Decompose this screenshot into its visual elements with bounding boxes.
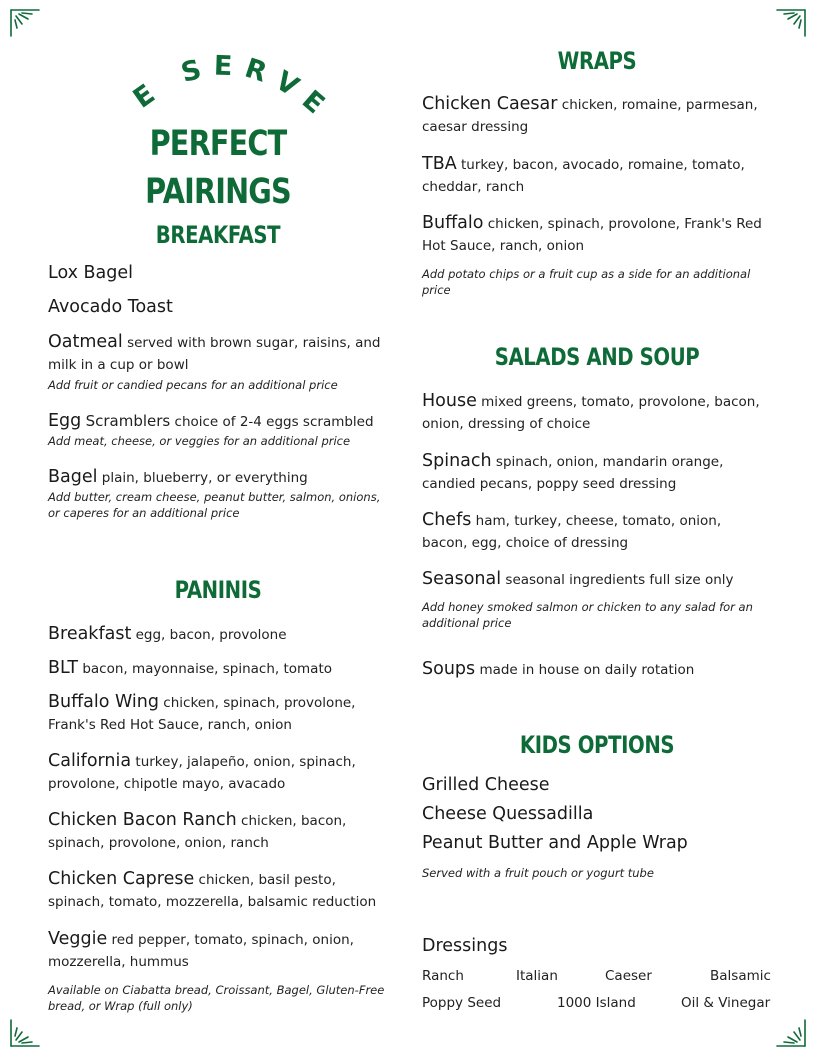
menu-item: Peanut Butter and Apple Wrap <box>422 833 688 853</box>
dressing-option: Oil & Vinegar <box>681 995 771 1011</box>
menu-note: Served with a fruit pouch or yogurt tube <box>422 866 654 880</box>
menu-note: Add butter, cream cheese, peanut butter, salmon, onions, or caperes for an additional price <box>48 490 381 520</box>
dressing-option: Caeser <box>605 968 652 984</box>
menu-item: TBA turkey, bacon, avocado, romaine, tomato, cheddar, ranch <box>422 154 745 195</box>
menu-item: Grilled Cheese <box>422 775 550 795</box>
tagline-arc <box>79 16 350 128</box>
menu-note: Available on Ciabatta bread, Croissant, Bagel, Gluten-Free bread, or Wrap (full only) <box>48 983 385 1013</box>
sunburst-corner-icon <box>774 8 808 38</box>
dressing-option: Italian <box>516 968 558 984</box>
menu-item: Buffalo Wing chicken, spinach, provolone, Frank's Red Hot Sauce, ranch, onion <box>48 692 356 733</box>
menu-item: Breakfast egg, bacon, provolone <box>48 624 287 644</box>
menu-item: BLT bacon, mayonnaise, spinach, tomato <box>48 658 333 678</box>
sunburst-corner-icon <box>8 8 42 38</box>
page-title: PERFECT PAIRINGS <box>145 124 291 212</box>
menu-item: Veggie red pepper, tomato, spinach, onion, mozzerella, hummus <box>48 929 354 970</box>
menu-item: Lox Bagel <box>48 263 133 283</box>
menu-note: Add potato chips or a fruit cup as a side for an additional price <box>422 267 751 297</box>
menu-item: Chefs ham, turkey, cheese, tomato, onion, bacon, egg, choice of dressing <box>422 510 722 551</box>
sunburst-corner-icon <box>8 1018 42 1048</box>
paninis-title: PANINIS <box>174 576 262 604</box>
menu-item: Avocado Toast <box>48 297 173 317</box>
menu-item: Cheese Quessadilla <box>422 804 594 824</box>
menu-item: Oatmeal served with brown sugar, raisins, and milk in a cup or bowl <box>48 332 381 373</box>
menu-item: California turkey, jalapeño, onion, spinach, provolone, chipotle mayo, avacado <box>48 751 356 792</box>
tagline: WE SERVE. <box>79 16 339 128</box>
dressing-option: 1000 Island <box>557 995 636 1011</box>
menu-item: Spinach spinach, onion, mandarin orange, candied pecans, poppy seed dressing <box>422 451 724 492</box>
dressings-title: Dressings <box>422 936 508 956</box>
menu-note: Add meat, cheese, or veggies for an additional price <box>48 434 351 448</box>
menu-item: Egg Scramblers choice of 2-4 eggs scrambled <box>48 411 374 431</box>
menu-item: Chicken Caesar chicken, romaine, parmesan, caesar dressing <box>422 94 758 135</box>
menu-item: Seasonal seasonal ingredients full size only <box>422 569 734 589</box>
kids-title: KIDS OPTIONS <box>519 731 675 759</box>
wraps-title: WRAPS <box>557 47 637 75</box>
menu-item: Soups made in house on daily rotation <box>422 659 695 679</box>
menu-item: Buffalo chicken, spinach, provolone, Frank's Red Hot Sauce, ranch, onion <box>422 213 762 254</box>
salads-title: SALADS AND SOUP <box>494 343 700 371</box>
breakfast-title: BREAKFAST <box>155 221 281 249</box>
dressing-option: Balsamic <box>710 968 771 984</box>
menu-item: Chicken Caprese chicken, basil pesto, spinach, tomato, mozzerella, balsamic reduction <box>48 869 377 910</box>
dressing-option: Poppy Seed <box>422 995 502 1011</box>
sunburst-corner-icon <box>774 1018 808 1048</box>
menu-item: Chicken Bacon Ranch chicken, bacon, spinach, provolone, onion, ranch <box>48 810 347 851</box>
menu-item: House mixed greens, tomato, provolone, bacon, onion, dressing of choice <box>422 391 760 432</box>
menu-note: Add honey smoked salmon or chicken to any salad for an additional price <box>422 600 753 630</box>
dressing-option: Ranch <box>422 968 464 984</box>
menu-note: Add fruit or candied pecans for an additional price <box>48 378 338 392</box>
menu-item: Bagel plain, blueberry, or everything <box>48 467 308 487</box>
